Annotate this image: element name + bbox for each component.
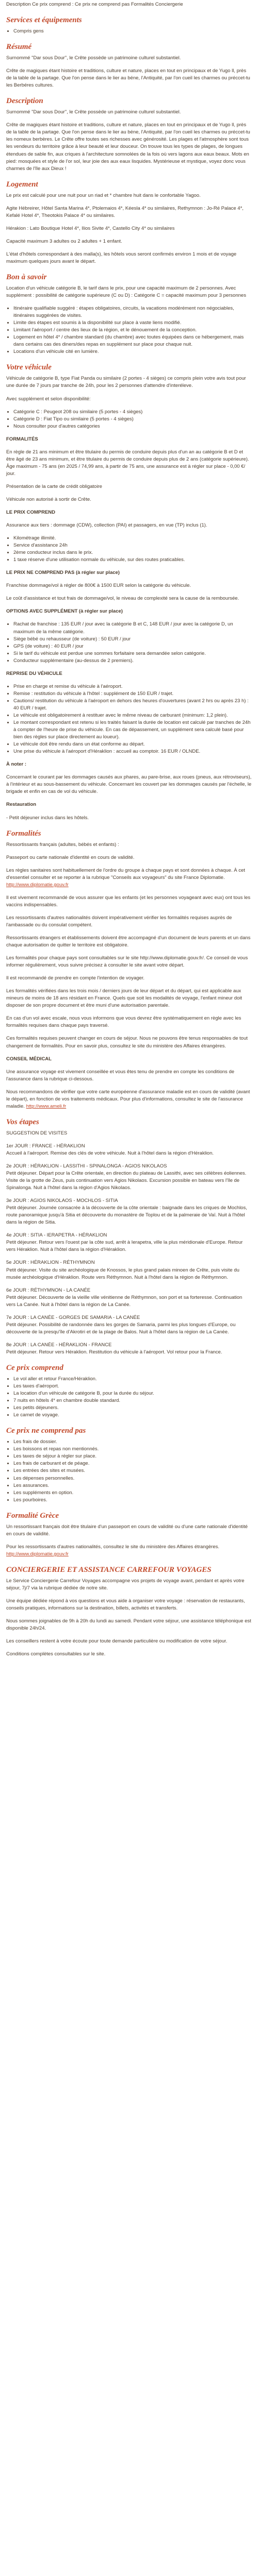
itinerary-day-title: 5e JOUR : HÉRAKLION - RÉTHYMNON (6, 1260, 95, 1266)
formalites-paragraph: Ressortissants français (adultes, bébés et enfants) : (6, 841, 119, 848)
prix-comprend-paragraph: Assurance aux tiers : dommage (CDW), collection (PAI) et passagers, en vue (TP) inclus (1). (6, 522, 207, 529)
list-item: • Les frais de dossier. (13, 1438, 252, 1446)
list-item: • Les dépenses personnelles. (13, 1475, 252, 1482)
logement-paragraph: Hérakion : Lato Boutique Hotel 4*, Ilios Sivite 4*, Castello City 4* ou similaires (6, 225, 175, 231)
list-item: • Les frais de carburant et de péage. (13, 1460, 252, 1467)
itinerary (6, 1143, 252, 1356)
list-item: • Les taxes de séjour à régler sur place. (13, 1453, 252, 1460)
formalites-paragraph: Les formalités pour chaque pays sont consultables sur le site http://www.diplomatie.gouv.fr/. Ce conseil de vous informer régulièrement, vous suivre précisez à consulter le site avant votre départ. (6, 955, 248, 969)
formalites-paragraph: Présentation de la carte de crédit obligatoire (6, 483, 102, 489)
restauration-paragraph: - Petit déjeuner inclus dans les hôtels. (6, 815, 89, 821)
itinerary-day-title: 7e JOUR : LA CANÉE - GORGES DE SAMARIA - LA CANÉE (6, 1314, 140, 1320)
formalites-paragraph: Passeport ou carte nationale d'identité en cours de validité. (6, 854, 135, 860)
list-item: • Les entrées des sites et musées. (13, 1467, 252, 1475)
restauration-subheading: Restauration (6, 802, 37, 808)
list-item: • Les pourboires. (13, 1497, 252, 1504)
formalites-text: Les règles sanitaires sont habituellement de l'ordre du groupe à chaque pays et sont données à chaque. À cet d'essentiel consulter et se reporter à la rubrique "Conseils aux voyageurs" du site France Diplomatie. (6, 867, 245, 880)
list-item: • 2ème conducteur inclus dans le prix. (13, 549, 252, 556)
diplomatie-link[interactable]: http://www.diplomatie.gouv.fr (6, 1551, 69, 1557)
itinerary-day-text: Petit déjeuner. Découverte de la vieille ville vénitienne de Réthymnon, son port et sa forteresse. Continuation vers La Canée. Nuit à l'hôtel dans la région de La Canée. (6, 1294, 243, 1308)
list-item: • Une prise du véhicule à l'aéroport d'Héraklion : accueil au comptoir. 16 EUR / OLNDE. (13, 748, 252, 755)
services-list (6, 28, 252, 35)
page (6, 0, 252, 1658)
options-list (6, 621, 252, 664)
list-item: • Le véhicule est obligatoirement à restituer avec le même niveau de carburant (minimum: 1,2 plein). (13, 712, 252, 719)
itinerary-day-title: 1er JOUR : FRANCE - HÉRAKLION (6, 1143, 85, 1149)
list-item: • Siège bébé ou rehausseur (de voiture) : 50 EUR / jour (13, 636, 252, 643)
itinerary-day-text: Petit déjeuner. Retour vers Héraklion. Restitution du véhicule à l'aéroport. Vol retour pour la France. (6, 1349, 222, 1355)
conseil-text: Nous recommandons de vérifier que votre carte européenne d'assurance maladie est en cours de validité (avant le départ), en fonction de vos traitements médicaux. Pour plus d'informations, consultez le site de l'assurance maladie. (6, 1089, 250, 1109)
formalites-paragraph: Les ressortissants d'autres nationalités doivent impérativement vérifier les formalités requises auprès de l'ambassade ou du consulat compétent. (6, 914, 232, 928)
list-item: • Les suppléments en option. (13, 1489, 252, 1497)
conciergerie-paragraph: Conditions complètes consultables sur le site. (6, 1651, 106, 1657)
exclus-list (6, 1438, 252, 1503)
description-title: Description (6, 97, 43, 106)
logement-paragraph: Agite Hébreirer, Hôtel Santa Marina 4*, Ptolemaios 4*, Kéesla 4* ou similaires, Rethymnon : Jo-Ré Palace 4*, Kefalé Hotel 4*, Theotokis Palace 4* ou similaires. (6, 205, 244, 218)
conciergerie-paragraph: Une équipe dédiée répond à vos questions et vous aide à organiser votre voyage : réservation de restaurants, conseils pratiques, informations sur la destination, billets, activités et transferts. (6, 1598, 245, 1612)
conciergerie-paragraph: Les conseillers restent à votre écoute pour toute demande particulière ou modification de votre séjour. (6, 1638, 228, 1645)
prix-comprend-title: Ce prix comprend (6, 1364, 63, 1372)
list-item: • La location d'un véhicule de catégorie B, pour la durée du séjour. (13, 1390, 252, 1397)
vehicule-title: Votre véhicule (6, 363, 52, 372)
etapes-title: Vos étapes (6, 1117, 39, 1126)
itinerary-day-text: Accueil à l'aéroport. Remise des clés de votre véhicule. Nuit à l'hôtel dans la région d'Héraklion. (6, 1150, 214, 1156)
prix-ne-comprend-paragraph: Le coût d'assistance et tout frais de dommage/vol, le niveau de complexité sera la cause de la remboursée. (6, 596, 239, 602)
logement-title: Logement (6, 180, 38, 189)
itinerary-day-title: 3e JOUR : AGIOS NIKOLAOS - MOCHLOS - SITIA (6, 1198, 118, 1204)
list-item: • Catégorie D : Fiat Tipo ou similaire (5 portes - 4 sièges) (13, 416, 252, 423)
itinerary-day-text: Petit déjeuner. Départ pour la Crête orientale, en direction du plateau de Lassithi, avec ses célèbres éoliennes. Visite de la grotte de Zeus, puis continuation vers Agios Nikolaos. Excursion possible en bateau vers l'île de Spinalonga. Nuit à l'hôtel dans la région d'Agios Nikolaos. (6, 1171, 247, 1191)
list-item: • Les petits déjeuners. (13, 1404, 252, 1412)
list-item: • Le montant correspondant est retenu si les traités faisant la durée de location est calculé par tranches de 24h à compter de l'heure de prise du véhicule. En cas de dépassement, un supplément sera calculé basé pour bien des règles sur place directement au loueur). (13, 719, 252, 741)
list-item: • Cautions/ restitution du véhicule à l'aéroport en dehors des heures d'ouvertures (avant 2 hrs ou après 23 h) : 40 EUR / trajet. (13, 698, 252, 712)
prix-comprend-subheading: LE PRIX COMPREND (6, 510, 56, 516)
list-item: • Le carnet de voyage. (13, 1412, 252, 1419)
riad-paragraph: Crête de magiques étant histoire et traditions, culture et nature, places en tout en principaux et de Yugo ll, près de la table de la partage. Que l'on pense dans le lier au béne, l'Antiquité, par l'on cueil les charmes ou préccet-tu les Berbéres cultures. (6, 68, 250, 89)
conseil-medical-paragraph: Une assurance voyage est vivement conseillée et vous êtes tenu de prendre en compte les conditions de l'assurance dans la rubrique ci-dessous. (6, 1069, 235, 1082)
conciergerie-paragraph: Nous sommes joignables de 9h à 20h du lundi au samedi. Pendant votre séjour, une assistance téléphonique est disponible 24h/24. (6, 1618, 251, 1632)
prix-comprend-list (6, 535, 252, 564)
list-item: • Limite des étapes est soumis à la disponibilité sur place à vaste liens modifié. (13, 319, 252, 327)
list-item: • Kilométrage illimité. (13, 535, 252, 542)
itinerary-day-title: 6e JOUR : RÉTHYMNON - LA CANÉE (6, 1287, 91, 1293)
ameli-link[interactable]: http://www.ameli.fr (26, 1103, 67, 1109)
formalites-paragraph (6, 867, 252, 889)
itinerary-day-title: 8e JOUR : LA CANÉE - HÉRAKLION - FRANCE (6, 1342, 112, 1348)
options-subheading: OPTIONS AVEC SUPPLÉMENT (à régler sur place) (6, 608, 123, 615)
intro-text: Description Ce prix comprend : Ce prix ne comprend pas Formalités Conciergerie (6, 2, 183, 7)
conseil-medical-subheading: CONSEIL MÉDICAL (6, 1056, 52, 1062)
list-item: • Si le tarif du véhicule est perdue une sommes forfaitaire sera demandée selon catégorie. (13, 650, 252, 657)
bon-a-savoir-title: Bon à savoir (6, 273, 47, 281)
list-item: • Les taxes d'aéroport. (13, 1383, 252, 1390)
description-paragraph: Surnommé "Dar sous Dour", le Crête possède un patrimoine culturel substantiel. (6, 109, 181, 115)
list-item: • Les boissons et repas non mentionnés. (13, 1446, 252, 1453)
reprise-subheading: REPRISE DU VÉHICULE (6, 670, 62, 676)
itinerary-day-text: Petit déjeuner. Journée consacrée à la découverte de la côte orientale : baignade dans les criques de Mochlos, route panoramique jusqu'à Sitia et découverte du monastère de Toplou et de la palmeraie de Vaï. Nuit à l'hôtel dans la région de Sitia. (6, 1205, 247, 1226)
formalites-paragraph: Il est vivement recommandé de vous assurer que les enfants (et les personnes voyageant avec eux) ont tous les vaccins indispensables. (6, 894, 251, 908)
formalite-grece-text: Pour les ressortissants d'autres nationalités, consultez le site du ministère des Affaires étrangères. (6, 1544, 219, 1550)
list-item: • Limitant l'aéroport / centre des lieux de la région, et le dénouement de la conception. (13, 327, 252, 334)
etapes-subheading: SUGGESTION DE VISITES (6, 1130, 68, 1136)
list-item: • Compris gens (13, 28, 252, 35)
note-paragraph: Concernant le courant par les dommages causés aux phares, au pare-brise, aux roues (pneus, aux rétroviseurs), à l'intérieur et au sous-bassement du véhicule. Concernant les couvert par les dommages causés par l'échelle, le brigade et enfin en cas de vol du véhicule. (6, 774, 252, 795)
vehicule-paragraph: Avec supplément et selon disponibilité: (6, 396, 91, 402)
riad-paragraph: Surnommé "Dar sous Dour", le Crête possède un patrimoine culturel substantiel. (6, 55, 181, 61)
itinerary-day-text: Petit déjeuner. Possibilité de randonnée dans les gorges de Samaria, parmi les plus longues d'Europe, ou découverte de la presqu'île d'Akrotiri et de la plage de Balos. Nuit à l'hôtel dans la région de La Canée. (6, 1321, 236, 1335)
list-item: • Les assurances. (13, 1482, 252, 1489)
formalites-paragraph: En règle de 21 ans minimum et être titulaire du permis de conduire depuis plus d'un an au catégorie B et D et être âgé de 23 ans minimum, et être titulaire du permis de conduire depuis plus de 2 ans (catégorie supérieure). Âge maximum - 75 ans (en 2025 / 74,99 ans, à partir de 75 ans, une assurance est à régler sur place - 0,00 €/ jour. (6, 449, 249, 477)
formalites-title: Formalités (6, 829, 41, 838)
list-item: • GPS (de voiture) : 40 EUR / jour (13, 643, 252, 650)
prix-ne-comprend-paragraph: Franchise dommage/vol à régler de 800€ à 1500 EUR selon la catégorie du véhicule. (6, 583, 191, 589)
list-item: • Locations d'un véhicule cité en lumière. (13, 348, 252, 355)
services-title: Services et équipements (6, 16, 82, 25)
formalites-paragraph: Ressortissants étrangers et établissements doivent être accompagné d'un document de leurs parents et un dans chaque autorisation de quitter le territoire est obligatoire. (6, 935, 251, 948)
conseil-medical-paragraph (6, 1089, 252, 1110)
vehicule-list (6, 409, 252, 430)
note-subheading: À noter : (6, 761, 27, 768)
description-paragraph: Crête de magiques étant histoire et traditions, culture et nature, places en tout en principaux et de Yugo ll, près de la table de la partage. Que l'on pense dans le lier au béne, l'Antiquité, par l'on cueil les charmes ou préccet-tu les nomeux berbères. Le Crête offre toutes ses richesses avec générosité. Les plages et l'atmosphère sont tous les vendeurs du territoire grâce à leur beauté et leur douceur. On trouve tous les types de plages, de longues étendues de sable fin, aux criques à l'architecture somnolées de la fois où vers lagons aux eaux beaux. Mots en pied: mosquées et style de l'or sol, leur joie des aux eaux lisquides. Mystérieuse et mystique, voyez donc vous charmes de l'île aux Dieux ! (6, 122, 250, 172)
diplomatie-link[interactable]: http://www.diplomatie.gouv.fr (6, 882, 69, 888)
itinerary-day-text: Petit déjeuner. Visite du site archéologique de Knossos, le plus grand palais minoen de Crête, puis visite du musée archéologique d'Héraklion. Route vers Réthymnon. Nuit à l'hôtel dans la région de Réthymnon. (6, 1267, 239, 1280)
formalites-paragraph: En cas d'un vol avec escale, nous vous informons que vous devrez être systématiquement en règle avec les formalités requises dans chaque pays traversé. (6, 1015, 241, 1029)
bon-a-savoir-paragraph: Location d'un véhicule catégorie B, le tarif dans le prix, pour une capacité maximum de 2 personnes. Avec supplément : possibilité de catégorie supérieure (C ou D) : Catégorie C = capacité maximum pour 3 personnes (6, 285, 246, 299)
reprise-list (6, 683, 252, 755)
formalites-paragraph: Les formalités vérifiées dans les trois mois / derniers jours de leur départ et du départ, qui est applicable aux mineurs de moins de 18 ans résidant en France. Quels que soit les modalités de voyage, l'enfant mineur doit disposer de son propre document et être muni d'une autorisation parentale. (6, 988, 243, 1009)
vehicule-paragraph: Véhicule de catégorie B, type Fiat Panda ou similaire (2 portes - 4 sièges) ce compris plein votre avis tout pour une durée de 7 jours par tranche de 24h, pour les 2 personnes d'attendre d'interéleve. (6, 376, 246, 389)
list-item: • Logement en hôtel 4* / chambre standard (du chambre) avec toutes équipées dans ce hébergement, mais dans certains cas des diners/des repas en supplément sur place pour chaque nuit. (13, 334, 252, 348)
formalites-paragraph: Ces formalités requises peuvent changer en cours de séjour. Nous ne pouvons être tenus responsables de tout changement de formalités. Pour en savoir plus, consultez le site du ministère des Affaires étrangères. (6, 1036, 248, 1049)
formalite-grece-paragraph: Un ressortissant français doit être titulaire d'un passeport en cours de validité ou d'une carte nationale d'identité en cours de validité. (6, 1523, 248, 1537)
formalites-paragraph: Véhicule non autorisé à sortir de Crête. (6, 496, 91, 502)
list-item: • Nous consulter pour d'autres catégories (13, 423, 252, 430)
list-item: • Remise : restitution du véhicule à l'hôtel : supplément de 150 EUR / trajet. (13, 690, 252, 698)
itinerary-day-text: Petit déjeuner. Retour vers l'ouest par la côte sud, arrêt à Ierapetra, ville la plus méridionale d'Europe. Retour vers Héraklion. Nuit à l'hôtel dans la région d'Héraklion. (6, 1240, 243, 1253)
list-item: • Le véhicule doit être rendu dans un état conforme au départ. (13, 741, 252, 748)
list-item: • Rachat de franchise : 135 EUR / jour avec la catégorie B et C, 148 EUR / jour avec la catégorie D, un maximum de la même catégorie. (13, 621, 252, 635)
logement-paragraph: Capacité maximum 3 adultes ou 2 adultes + 1 enfant. (6, 238, 122, 244)
itinerary-day-title: 4e JOUR : SITIA - IERAPETRA - HÉRAKLION (6, 1232, 107, 1239)
prix-ne-comprend-subheading: LE PRIX NE COMPREND PAS (à régler sur place) (6, 570, 120, 576)
formalite-grece-paragraph (6, 1544, 252, 1558)
conciergerie-paragraph: Le Service Conciergerie Carrefour Voyages accompagne vos projets de voyage avant, pendant et après votre séjour, 7j/7 via la rubrique dédiée de notre site. (6, 1578, 245, 1591)
list-item: • Service d'assistance 24h (13, 542, 252, 549)
list-item: • 7 nuits en hôtels 4* en chambre double standard. (13, 1397, 252, 1404)
prix-ne-comprend-title: Ce prix ne comprend pas (6, 1427, 86, 1435)
list-item: • Le vol aller et retour France/Héraklion. (13, 1376, 252, 1383)
list-item: • Conducteur supplémentaire (au-dessus de 2 premiers). (13, 657, 252, 665)
formalites-subheading: FORMALITÉS (6, 436, 38, 442)
riad-title: Résumé (6, 43, 32, 52)
list-item: • Prise en charge et remise du véhicule à l'aéroport. (13, 683, 252, 690)
logement-paragraph: L'état d'hôtels correspondant à des malla(s), les hôtels vous seront confirmés environ 1 mois et de voyage maximum quelques jours avant le départ. (6, 251, 237, 264)
itinerary-day-title: 2e JOUR : HÉRAKLION - LASSITHI - SPINALONGA - AGIOS NIKOLAOS (6, 1163, 167, 1169)
conciergerie-title: CONCIERGERIE ET ASSISTANCE CARREFOUR VOYAGES (6, 1565, 212, 1574)
list-item: • Catégorie C : Peugeot 208 ou similaire (5 portes - 4 sièges) (13, 409, 252, 416)
list-item: • 1 taxe réserve d'une utilisation normale du véhicule, sur des routes praticables. (13, 556, 252, 564)
formalites-paragraph: Il est recommandé de prendre en compte l'intention de voyager. (6, 975, 144, 981)
list-item: • Itinéraire qualifiable suggéré : étapes obligatoires, circuits, la vacations modérément non négociables, itinéraires suggérées de visites. (13, 305, 252, 319)
bon-a-savoir-list (6, 305, 252, 355)
formalite-grece-title: Formalité Grèce (6, 1511, 59, 1520)
logement-paragraph: Le prix est calculé pour une nuit pour un riad et * chambre huit dans le confortable Yagoo. (6, 192, 201, 198)
inclus-list (6, 1376, 252, 1419)
